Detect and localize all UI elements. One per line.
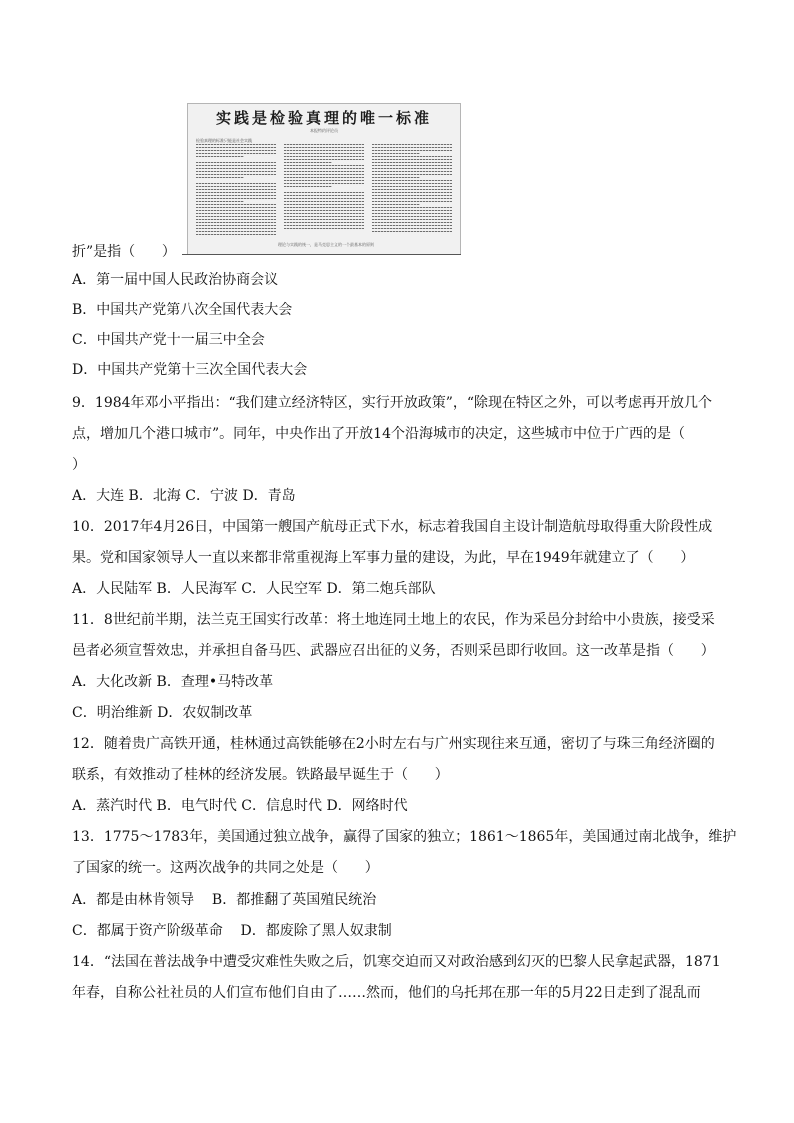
q8-stem-tail: 折”是指（ ） <box>72 244 176 260</box>
clipping-footer: 理论与实践的统一，是马克思主义的一个最基本的原则 <box>278 242 374 247</box>
clipping-text-column <box>372 144 452 244</box>
q11-options-row-1: A．大化改新 B．查理•马特改革 <box>72 674 274 690</box>
q12-line-2: 联系，有效推动了桂林的经济发展。铁路最早诞生于（ ） <box>72 767 449 783</box>
q10-options: A．人民陆军 B．人民海军 C．人民空军 D．第二炮兵部队 <box>72 581 436 597</box>
q14-line-2: 年春，自称公社社员的人们宣布他们自由了……然而，他们的乌托邦在那一年的5月22日走到了混乱而 <box>72 985 701 1001</box>
q8-option-b: B．中国共产党第八次全国代表大会 <box>72 302 293 318</box>
q13-line-2: 了国家的统一。这两次战争的共同之处是（ ） <box>72 860 379 876</box>
q13-options-row-2: C．都属于资产阶级革命 D．都废除了黑人奴隶制 <box>72 923 392 939</box>
q9-line-2: 点，增加几个港口城市”。同年，中央作出了开放14个沿海城市的决定，这些城市中位于广西的是（ <box>72 426 685 442</box>
q14-line-1: 14．“法国在普法战争中遭受灾难性失败之后，饥寒交迫而又对政治感到幻灭的巴黎人民拿起武器，1871 <box>72 954 721 970</box>
q11-line-2: 邑者必须宣誓效忠，并承担自备马匹、武器应召出征的义务，否则采邑即行收回。这一改革是指（ ） <box>72 643 715 659</box>
q8-option-a: A．第一届中国人民政治协商会议 <box>72 272 279 288</box>
q13-line-1: 13．1775～1783年，美国通过独立战争，赢得了国家的独立；1861～1865年，美国通过南北战争，维护 <box>72 829 737 845</box>
q10-line-1: 10．2017年4月26日，中国第一艘国产航母正式下水，标志着我国自主设计制造航母取得重大阶段性成 <box>72 519 713 535</box>
q9-line-1: 9．1984年邓小平指出：“我们建立经济特区，实行开放政策”，“除现在特区之外，可以考虑再开放几个 <box>72 395 713 411</box>
clipping-text-column <box>284 144 364 244</box>
clipping-text-column <box>196 144 276 244</box>
q9-options: A．大连 B．北海 C．宁波 D．青岛 <box>72 488 296 504</box>
q12-options: A．蒸汽时代 B．电气时代 C．信息时代 D．网络时代 <box>72 798 408 814</box>
q10-line-2: 果。党和国家领导人一直以来都非常重视海上军事力量的建设，为此，早在1949年就建立了（ ） <box>72 550 695 566</box>
newspaper-clipping-image <box>187 103 461 255</box>
clipping-subhead: 检验真理的标准只能是社会实践 <box>196 138 252 143</box>
q8-option-c: C．中国共产党十一届三中全会 <box>72 332 265 348</box>
q11-options-row-2: C．明治维新 D．农奴制改革 <box>72 705 253 721</box>
q8-option-d: D．中国共产党第十三次全国代表大会 <box>72 362 308 378</box>
q13-options-row-1: A．都是由林肯领导 B．都推翻了英国殖民统治 <box>72 892 377 908</box>
q11-line-1: 11．8世纪前半期，法兰克王国实行改革：将土地连同土地上的农民，作为采邑分封给中小贵族，接受采 <box>72 612 715 628</box>
clipping-byline: 本报特约评论员 <box>310 128 338 133</box>
clipping-headline: 实践是检验真理的唯一标准 <box>215 109 432 127</box>
q9-line-3: ） <box>72 457 86 473</box>
q12-line-1: 12．随着贵广高铁开通，桂林通过高铁能够在2小时左右与广州实现往来互通，密切了与珠三角经济圈的 <box>72 736 715 752</box>
